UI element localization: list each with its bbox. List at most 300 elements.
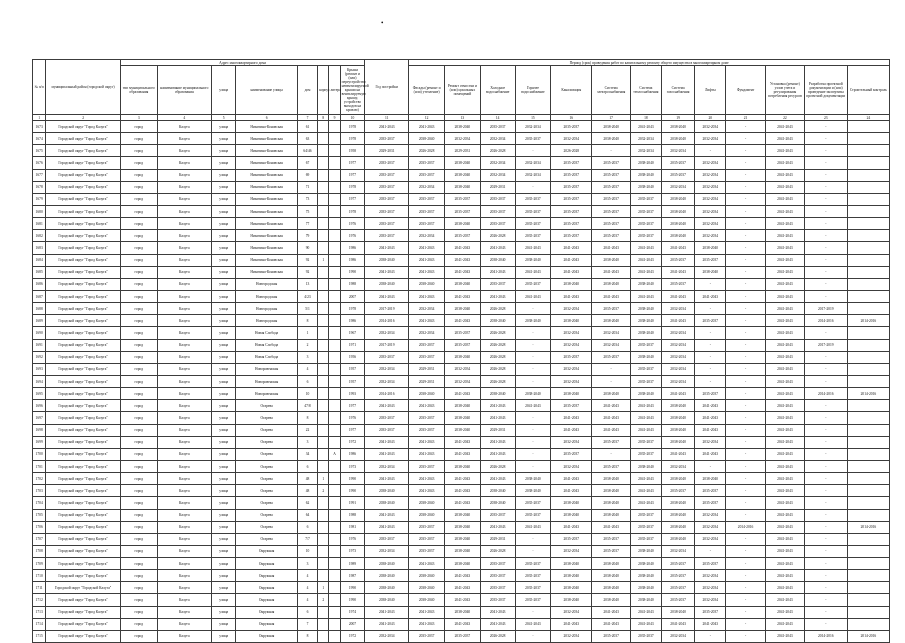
table-cell: 1976 xyxy=(340,230,365,242)
table-cell: 2041-2043 xyxy=(445,388,481,400)
table-cell: 1708 xyxy=(33,545,46,557)
table-row xyxy=(33,424,890,436)
table-cell: - xyxy=(726,460,766,472)
table-cell: город xyxy=(120,436,157,448)
table-cell: улица xyxy=(211,315,236,327)
column-number: 21 xyxy=(726,115,766,121)
header-cell: тип муниципального образования xyxy=(120,66,157,115)
table-cell: - xyxy=(804,436,847,448)
table-cell xyxy=(847,218,889,230)
table-row xyxy=(33,157,890,169)
table-cell: Городской округ "Город Калуга" xyxy=(46,412,121,424)
table-cell: 2035-2037 xyxy=(592,533,631,545)
table-cell: 2035-2037 xyxy=(551,533,592,545)
table-cell: 2038-2040 xyxy=(592,278,631,290)
table-cell: Калуга xyxy=(157,266,211,278)
table-cell: 2041-2043 xyxy=(445,582,481,594)
table-cell: - xyxy=(726,485,766,497)
table-cell: - xyxy=(804,218,847,230)
header-cell: Фасады (ремонт и (или) утепление) xyxy=(409,66,445,115)
table-row xyxy=(33,303,890,315)
table-cell: 2041-2043 xyxy=(765,218,804,230)
table-cell: 2035-2037 xyxy=(445,193,481,205)
table-cell: 2041-2043 xyxy=(409,618,445,630)
table-cell: Новоровенская xyxy=(236,363,297,375)
table-cell: Огарева xyxy=(236,412,297,424)
table-cell xyxy=(329,169,340,181)
table-cell xyxy=(318,436,329,448)
table-cell: 2032-2034 xyxy=(551,133,592,145)
table-cell: 2041-2043 xyxy=(480,400,515,412)
table-cell: город xyxy=(120,254,157,266)
table-cell: - xyxy=(726,558,766,570)
table-cell: 64 xyxy=(297,509,317,521)
column-number: 1 xyxy=(33,115,46,121)
table-cell: 2035-2037 xyxy=(480,278,515,290)
table-cell: 1701 xyxy=(33,460,46,472)
table-cell: 2035-2037 xyxy=(365,533,409,545)
table-cell: 2041-2043 xyxy=(765,375,804,387)
table-cell: 2026-2028 xyxy=(480,145,515,157)
table-cell: Калуга xyxy=(157,436,211,448)
table-cell: 2035-2037 xyxy=(365,169,409,181)
table-cell: 2035-2037 xyxy=(631,363,662,375)
table-cell: 1988 xyxy=(340,509,365,521)
table-cell: Новгородская xyxy=(236,315,297,327)
table-cell: 2035-2037 xyxy=(515,582,551,594)
table-cell xyxy=(318,339,329,351)
table-cell: 2026-2028 xyxy=(480,363,515,375)
table-row xyxy=(33,278,890,290)
table-cell: 2038-2040 xyxy=(551,594,592,606)
table-cell: 2035-2037 xyxy=(515,193,551,205)
table-cell: 2032-2034 xyxy=(661,545,695,557)
table-cell: 2035-2037 xyxy=(551,193,592,205)
table-cell: улица xyxy=(211,400,236,412)
table-cell: 2035-2037 xyxy=(515,205,551,217)
table-row xyxy=(33,145,890,157)
table-cell: - xyxy=(804,278,847,290)
table-cell: 2041-2043 xyxy=(445,254,481,266)
table-cell: 2038-2040 xyxy=(631,169,662,181)
header-cell: Система теплоснабжения xyxy=(631,66,662,115)
table-cell: Калуга xyxy=(157,558,211,570)
table-cell xyxy=(329,545,340,557)
table-cell: - xyxy=(726,497,766,509)
table-cell: Калуга xyxy=(157,254,211,266)
table-cell: 2041-2043 xyxy=(480,412,515,424)
table-cell: 2038-2040 xyxy=(445,606,481,618)
table-cell xyxy=(329,205,340,217)
table-cell: 4 xyxy=(297,570,317,582)
table-cell: 2035-2037 xyxy=(592,545,631,557)
table-cell: улица xyxy=(211,436,236,448)
table-cell xyxy=(318,230,329,242)
table-cell: Калуга xyxy=(157,290,211,302)
table-cell xyxy=(847,545,889,557)
table-cell: 2041-2043 xyxy=(445,448,481,460)
table-cell: 2041-2043 xyxy=(409,558,445,570)
table-cell: Калуга xyxy=(157,521,211,533)
table-cell: 2041-2043 xyxy=(765,521,804,533)
table-cell: улица xyxy=(211,545,236,557)
table-cell: 1977 xyxy=(340,193,365,205)
table-cell: 2038-2040 xyxy=(365,594,409,606)
table-cell: 2032-2034 xyxy=(515,121,551,133)
table-cell: 2038-2040 xyxy=(551,315,592,327)
table-cell: Новгородская xyxy=(236,290,297,302)
table-cell: 1707 xyxy=(33,533,46,545)
table-cell: 2038-2040 xyxy=(592,485,631,497)
table-cell: - xyxy=(515,460,551,472)
table-cell: 47/8 xyxy=(297,400,317,412)
table-cell: Калуга xyxy=(157,618,211,630)
table-cell: 2035-2037 xyxy=(409,193,445,205)
table-cell: 2038-2040 xyxy=(592,121,631,133)
table-cell: 2041-2043 xyxy=(480,242,515,254)
table-row xyxy=(33,363,890,375)
table-cell: 2041-2043 xyxy=(409,473,445,485)
table-cell: 2035-2037 xyxy=(695,606,726,618)
table-cell: 2035-2037 xyxy=(631,448,662,460)
table-cell xyxy=(318,145,329,157)
table-cell: 2032-2034 xyxy=(695,121,726,133)
table-cell: 2035-2037 xyxy=(661,254,695,266)
table-cell: 2038-2040 xyxy=(445,533,481,545)
table-cell: Городской округ "Город Калуга" xyxy=(46,339,121,351)
table-cell: город xyxy=(120,290,157,302)
header-group-address: Адрес многоквартирного дома xyxy=(120,60,364,66)
table-cell: 2032-2034 xyxy=(695,193,726,205)
table-cell: Калуга xyxy=(157,181,211,193)
table-cell: Калуга xyxy=(157,205,211,217)
table-row xyxy=(33,327,890,339)
table-cell: 2017-2019 xyxy=(365,303,409,315)
table-cell: улица xyxy=(211,570,236,582)
table-cell: Городской округ "Город Калуга" xyxy=(46,485,121,497)
table-row xyxy=(33,582,890,594)
table-cell: улица xyxy=(211,448,236,460)
table-cell: 1957 xyxy=(340,363,365,375)
table-cell: 2041-2043 xyxy=(480,266,515,278)
table-cell: 2041-2043 xyxy=(765,558,804,570)
table-cell xyxy=(847,606,889,618)
table-cell: 2038-2040 xyxy=(592,570,631,582)
table-cell: - xyxy=(515,533,551,545)
table-cell: 61 xyxy=(297,121,317,133)
table-cell xyxy=(318,121,329,133)
table-cell: Городской округ "Город Калуга" xyxy=(46,363,121,375)
table-cell: 2032-2034 xyxy=(551,630,592,642)
table-cell: Калуга xyxy=(157,375,211,387)
table-cell: 2041-2043 xyxy=(480,618,515,630)
table-cell: 2038-2040 xyxy=(661,436,695,448)
table-cell: 2032-2034 xyxy=(695,521,726,533)
table-cell: 1711 xyxy=(33,582,46,594)
table-cell xyxy=(329,375,340,387)
table-cell: 1674 xyxy=(33,133,46,145)
table-cell: 2041-2043 xyxy=(765,363,804,375)
table-row xyxy=(33,594,890,606)
header-group-terms: Период (срок) проведения работ по капитальному ремонту общего имущества в многоквартирном доме xyxy=(409,60,890,66)
table-cell: Огарева xyxy=(236,436,297,448)
table-cell: - xyxy=(726,157,766,169)
table-cell: 2038-2040 xyxy=(515,473,551,485)
table-row xyxy=(33,218,890,230)
table-cell: 2038-2040 xyxy=(445,218,481,230)
table-cell: 2032-2034 xyxy=(631,145,662,157)
table-cell: 2041-2043 xyxy=(365,266,409,278)
table-cell xyxy=(847,327,889,339)
table-cell: 2035-2037 xyxy=(365,218,409,230)
table-cell: 2035-2037 xyxy=(515,497,551,509)
table-cell: 2032-2034 xyxy=(551,303,592,315)
table-cell: 2038-2040 xyxy=(661,400,695,412)
table-cell xyxy=(318,278,329,290)
table-cell: 2035-2037 xyxy=(409,205,445,217)
table-cell: 1 xyxy=(318,473,329,485)
table-cell: Городской округ "Город Калуга" xyxy=(46,424,121,436)
table-cell: 2032-2034 xyxy=(695,570,726,582)
table-cell: 2035-2037 xyxy=(551,218,592,230)
table-cell: 2032-2034 xyxy=(661,375,695,387)
table-cell: 2041-2043 xyxy=(409,121,445,133)
table-cell: 8 xyxy=(297,315,317,327)
table-cell: 1703 xyxy=(33,485,46,497)
table-cell: 2035-2037 xyxy=(409,460,445,472)
table-cell xyxy=(329,594,340,606)
table-cell: улица xyxy=(211,497,236,509)
table-cell: 2035-2037 xyxy=(661,558,695,570)
table-cell: 2041-2043 xyxy=(445,570,481,582)
table-cell: 6 xyxy=(297,521,317,533)
table-cell: город xyxy=(120,121,157,133)
table-cell: 2038-2040 xyxy=(551,558,592,570)
table-cell: 2035-2037 xyxy=(631,509,662,521)
table-cell: Калуга xyxy=(157,351,211,363)
table-cell: Городской округ "Город Калуга" xyxy=(46,303,121,315)
table-cell: - xyxy=(726,303,766,315)
table-cell: - xyxy=(804,485,847,497)
table-cell: - xyxy=(695,327,726,339)
table-cell: Городской округ "Город Калуга" xyxy=(46,254,121,266)
table-cell: 2035-2037 xyxy=(631,193,662,205)
table-cell: - xyxy=(515,630,551,642)
table-cell: - xyxy=(726,145,766,157)
table-cell: Никитина-Коновская xyxy=(236,181,297,193)
table-cell: 2041-2043 xyxy=(631,497,662,509)
table-cell: Калуга xyxy=(157,533,211,545)
table-cell: 2014-2016 xyxy=(726,521,766,533)
table-cell: 2041-2043 xyxy=(445,290,481,302)
table-cell: 2038-2040 xyxy=(661,121,695,133)
table-cell: - xyxy=(695,145,726,157)
table-cell: 2035-2037 xyxy=(515,230,551,242)
table-cell: Калуга xyxy=(157,327,211,339)
table-cell: 2041-2043 xyxy=(765,315,804,327)
table-cell: 1714 xyxy=(33,618,46,630)
table-cell: - xyxy=(695,303,726,315)
table-row xyxy=(33,242,890,254)
table-cell: город xyxy=(120,545,157,557)
table-cell: 2026-2028 xyxy=(551,145,592,157)
table-cell: улица xyxy=(211,363,236,375)
table-cell: Городской округ "Город Калуга" xyxy=(46,193,121,205)
table-cell: 2041-2043 xyxy=(551,412,592,424)
table-body xyxy=(33,121,890,643)
table-cell: 2041-2043 xyxy=(631,618,662,630)
table-cell: 2038-2040 xyxy=(631,558,662,570)
header-cell: Горячее водоснабжение xyxy=(515,66,551,115)
table-cell: 2041-2043 xyxy=(551,618,592,630)
table-cell: 1991 xyxy=(340,497,365,509)
table-cell: 34 xyxy=(297,448,317,460)
table-cell: Калуга xyxy=(157,145,211,157)
table-cell: - xyxy=(726,509,766,521)
table-cell: - xyxy=(726,533,766,545)
table-cell: 2041-2043 xyxy=(551,485,592,497)
table-cell: Городской округ "Город Калуга" xyxy=(46,375,121,387)
table-cell: 2041-2043 xyxy=(765,181,804,193)
table-cell: 2041-2043 xyxy=(765,606,804,618)
table-cell xyxy=(847,278,889,290)
table-cell: 2032-2034 xyxy=(515,157,551,169)
table-cell: - xyxy=(515,424,551,436)
table-cell: 2032-2034 xyxy=(365,545,409,557)
table-cell: - xyxy=(726,400,766,412)
table-cell: 2041-2043 xyxy=(765,618,804,630)
table-cell: 2041-2043 xyxy=(765,169,804,181)
table-cell: Калуга xyxy=(157,218,211,230)
table-cell xyxy=(847,266,889,278)
table-cell: Никитина-Коновская xyxy=(236,218,297,230)
table-cell xyxy=(318,157,329,169)
table-cell xyxy=(329,121,340,133)
table-cell: 1709 xyxy=(33,558,46,570)
table-cell: Никитина-Коновская xyxy=(236,205,297,217)
table-cell: 2035-2037 xyxy=(515,509,551,521)
table-cell: город xyxy=(120,497,157,509)
table-cell: Городской округ "Город Калуга" xyxy=(46,545,121,557)
table-cell: 2041-2043 xyxy=(765,254,804,266)
table-cell: 2035-2037 xyxy=(480,193,515,205)
table-cell: Никитина-Коновская xyxy=(236,266,297,278)
table-cell: 1682 xyxy=(33,230,46,242)
table-cell: 2032-2034 xyxy=(365,630,409,642)
table-cell: 2032-2034 xyxy=(365,363,409,375)
table-cell: 2035-2037 xyxy=(445,327,481,339)
table-cell: 2041-2043 xyxy=(765,193,804,205)
table-cell: город xyxy=(120,485,157,497)
table-cell: - xyxy=(726,618,766,630)
table-cell: 2041-2043 xyxy=(445,436,481,448)
table-cell: - xyxy=(804,375,847,387)
table-cell: 1679 xyxy=(33,193,46,205)
table-cell: 2035-2037 xyxy=(551,351,592,363)
table-cell: 2041-2043 xyxy=(592,290,631,302)
header-cell: Год постройки xyxy=(365,60,409,115)
table-cell: 1695 xyxy=(33,388,46,400)
header-cell: Разработка проектной документации и (или) проведение экспертизы проектной документации xyxy=(804,66,847,115)
table-cell: Городской округ "Город Калуга" xyxy=(46,315,121,327)
table-cell: улица xyxy=(211,230,236,242)
table-cell: - xyxy=(804,521,847,533)
table-cell: улица xyxy=(211,205,236,217)
table-cell: 2038-2040 xyxy=(661,193,695,205)
table-cell: город xyxy=(120,266,157,278)
table-cell: 2035-2037 xyxy=(480,205,515,217)
table-cell: Новгородская xyxy=(236,278,297,290)
table-cell: - xyxy=(726,205,766,217)
table-cell: Калуга xyxy=(157,133,211,145)
table-cell: 2038-2040 xyxy=(661,218,695,230)
table-cell: город xyxy=(120,351,157,363)
table-cell: 2017-2019 xyxy=(365,339,409,351)
table-cell: - xyxy=(726,570,766,582)
table-cell: Никитина-Коновская xyxy=(236,145,297,157)
table-cell: 2041-2043 xyxy=(409,485,445,497)
table-cell: Калуга xyxy=(157,412,211,424)
table-cell xyxy=(847,497,889,509)
table-cell: 1986 xyxy=(340,315,365,327)
table-cell: - xyxy=(726,339,766,351)
table-cell: 2035-2037 xyxy=(515,558,551,570)
table-cell: 2038-2040 xyxy=(515,485,551,497)
table-cell: А xyxy=(329,448,340,460)
table-cell: 2041-2043 xyxy=(409,266,445,278)
table-cell xyxy=(318,169,329,181)
table-cell: - xyxy=(804,121,847,133)
table-cell: 2041-2043 xyxy=(695,290,726,302)
table-cell: 2032-2034 xyxy=(695,218,726,230)
table-cell: Окружная xyxy=(236,582,297,594)
table-cell: Калуга xyxy=(157,169,211,181)
table-cell: 1694 xyxy=(33,375,46,387)
table-cell: 2014-2016 xyxy=(847,315,889,327)
table-cell: 2035-2037 xyxy=(551,400,592,412)
table-cell: Городской округ "Город Калуга" xyxy=(46,618,121,630)
table-cell: 2032-2034 xyxy=(445,375,481,387)
table-cell: 7 xyxy=(297,618,317,630)
table-cell: 2041-2043 xyxy=(765,424,804,436)
table-cell: - xyxy=(695,545,726,557)
table-cell: 2035-2037 xyxy=(551,230,592,242)
table-cell: 2035-2037 xyxy=(592,205,631,217)
table-cell: Городской округ "Город Калуга" xyxy=(46,266,121,278)
table-cell: 2038-2040 xyxy=(445,460,481,472)
table-cell: 2035-2037 xyxy=(409,630,445,642)
table-cell: 2026-2028 xyxy=(480,327,515,339)
table-cell: 1976 xyxy=(340,412,365,424)
table-cell: - xyxy=(804,351,847,363)
table-cell: 2035-2037 xyxy=(631,205,662,217)
table-cell: 1692 xyxy=(33,351,46,363)
table-cell: Калуга xyxy=(157,157,211,169)
table-cell: - xyxy=(804,290,847,302)
table-cell: 2038-2040 xyxy=(445,400,481,412)
table-cell xyxy=(318,521,329,533)
table-cell: 2038-2040 xyxy=(551,582,592,594)
table-cell: Городской округ "Город Калуга" xyxy=(46,133,121,145)
table-cell: 2038-2040 xyxy=(661,424,695,436)
table-cell: 2038-2040 xyxy=(445,545,481,557)
table-cell: 2038-2040 xyxy=(365,558,409,570)
table-cell: 2035-2037 xyxy=(592,193,631,205)
table-cell xyxy=(318,606,329,618)
table-cell: - xyxy=(726,545,766,557)
table-cell: 2014-2016 xyxy=(804,630,847,642)
table-cell xyxy=(329,618,340,630)
